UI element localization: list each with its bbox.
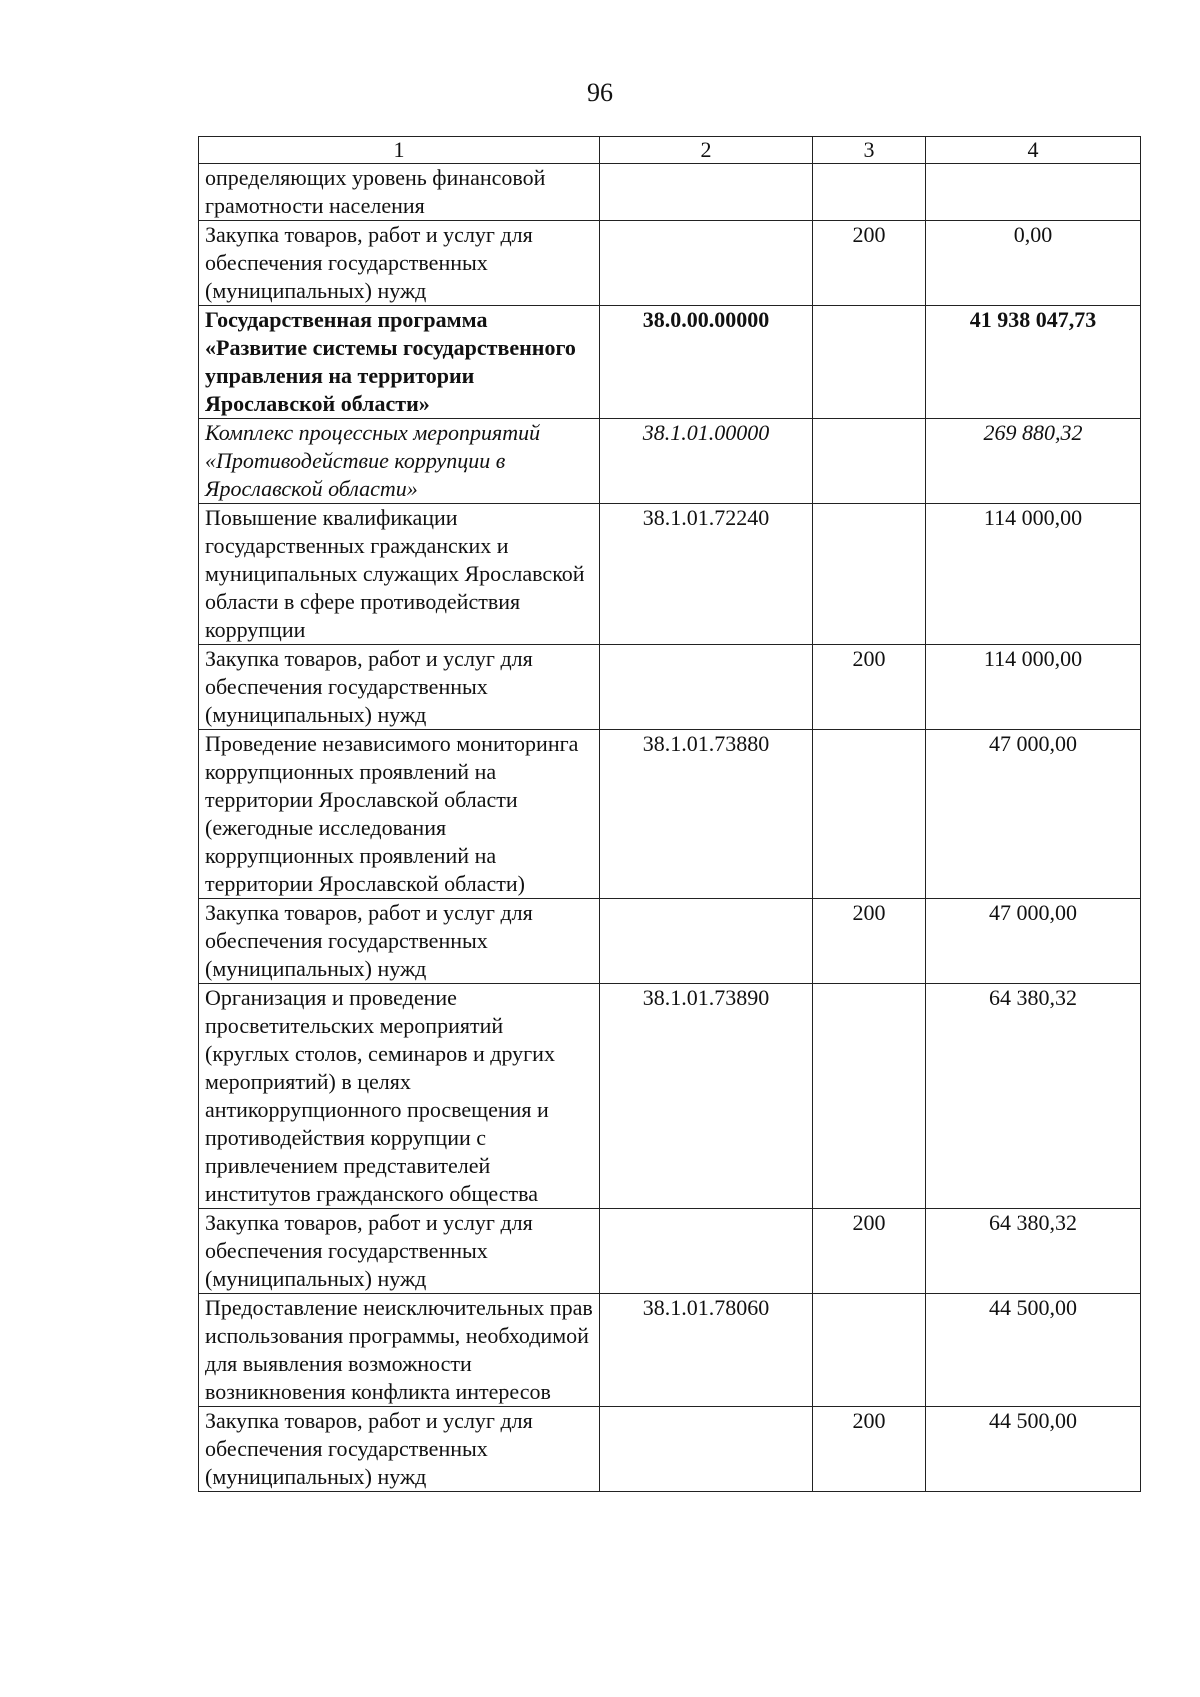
row-name: Проведение независимого мониторинга коррупционных проявлений на территории Ярославской области (ежегодные исследования коррупционных проявлений на территории Ярославской области) <box>199 730 600 899</box>
row-amount: 47 000,00 <box>926 899 1141 984</box>
row-code <box>600 221 813 306</box>
header-cell-2: 2 <box>600 137 813 164</box>
row-amount: 44 500,00 <box>926 1407 1141 1492</box>
table-row <box>199 164 1141 221</box>
table-row <box>199 221 1141 306</box>
row-expense-type <box>813 730 926 899</box>
row-expense-type: 200 <box>813 1209 926 1294</box>
row-expense-type: 200 <box>813 899 926 984</box>
row-name: Организация и проведение просветительских мероприятий (круглых столов, семинаров и других мероприятий) в целях антикоррупционного просвещения и противодействия коррупции с привлечением представителей институтов гражданского общества <box>199 984 600 1209</box>
row-name: Повышение квалификации государственных гражданских и муниципальных служащих Ярославской области в сфере противодействия коррупции <box>199 504 600 645</box>
table-row <box>199 1294 1141 1407</box>
row-name: Закупка товаров, работ и услуг для обеспечения государственных (муниципальных) нужд <box>199 645 600 730</box>
row-amount: 0,00 <box>926 221 1141 306</box>
row-code <box>600 1407 813 1492</box>
row-amount: 47 000,00 <box>926 730 1141 899</box>
header-cell-3: 3 <box>813 137 926 164</box>
row-name: определяющих уровень финансовой грамотности населения <box>199 164 600 221</box>
table-header-row <box>199 137 1141 164</box>
row-code <box>600 645 813 730</box>
row-amount: 44 500,00 <box>926 1294 1141 1407</box>
row-code: 38.1.01.73880 <box>600 730 813 899</box>
row-code <box>600 1209 813 1294</box>
row-amount: 64 380,32 <box>926 1209 1141 1294</box>
table-row <box>199 645 1141 730</box>
budget-table <box>198 136 1141 1492</box>
row-name: Закупка товаров, работ и услуг для обеспечения государственных (муниципальных) нужд <box>199 1209 600 1294</box>
table-row <box>199 984 1141 1209</box>
row-name: Комплекс процессных мероприятий «Противодействие коррупции в Ярославской области» <box>199 419 600 504</box>
row-name: Закупка товаров, работ и услуг для обеспечения государственных (муниципальных) нужд <box>199 899 600 984</box>
row-amount: 114 000,00 <box>926 504 1141 645</box>
page-number: 96 <box>587 78 613 107</box>
row-name: Закупка товаров, работ и услуг для обеспечения государственных (муниципальных) нужд <box>199 1407 600 1492</box>
row-amount: 64 380,32 <box>926 984 1141 1209</box>
row-name: Предоставление неисключительных прав использования программы, необходимой для выявления возможности возникновения конфликта интересов <box>199 1294 600 1407</box>
table-row <box>199 1407 1141 1492</box>
header-cell-1: 1 <box>199 137 600 164</box>
row-expense-type <box>813 419 926 504</box>
row-code <box>600 164 813 221</box>
row-amount <box>926 164 1141 221</box>
header-cell-4: 4 <box>926 137 1141 164</box>
row-amount: 41 938 047,73 <box>926 306 1141 419</box>
row-expense-type <box>813 1294 926 1407</box>
row-amount: 114 000,00 <box>926 645 1141 730</box>
table-row <box>199 1209 1141 1294</box>
table-row-program <box>199 306 1141 419</box>
row-code: 38.1.01.73890 <box>600 984 813 1209</box>
row-expense-type <box>813 164 926 221</box>
table-row <box>199 899 1141 984</box>
row-code: 38.1.01.78060 <box>600 1294 813 1407</box>
row-name: Закупка товаров, работ и услуг для обеспечения государственных (муниципальных) нужд <box>199 221 600 306</box>
table-row <box>199 730 1141 899</box>
row-expense-type <box>813 984 926 1209</box>
table-row <box>199 504 1141 645</box>
row-name: Государственная программа «Развитие системы государственного управления на территории Ярославской области» <box>199 306 600 419</box>
row-code <box>600 899 813 984</box>
row-amount: 269 880,32 <box>926 419 1141 504</box>
row-expense-type <box>813 306 926 419</box>
row-expense-type <box>813 504 926 645</box>
row-code: 38.1.01.72240 <box>600 504 813 645</box>
row-code: 38.0.00.00000 <box>600 306 813 419</box>
row-code: 38.1.01.00000 <box>600 419 813 504</box>
row-expense-type: 200 <box>813 645 926 730</box>
row-expense-type: 200 <box>813 1407 926 1492</box>
row-expense-type: 200 <box>813 221 926 306</box>
table-row-complex <box>199 419 1141 504</box>
